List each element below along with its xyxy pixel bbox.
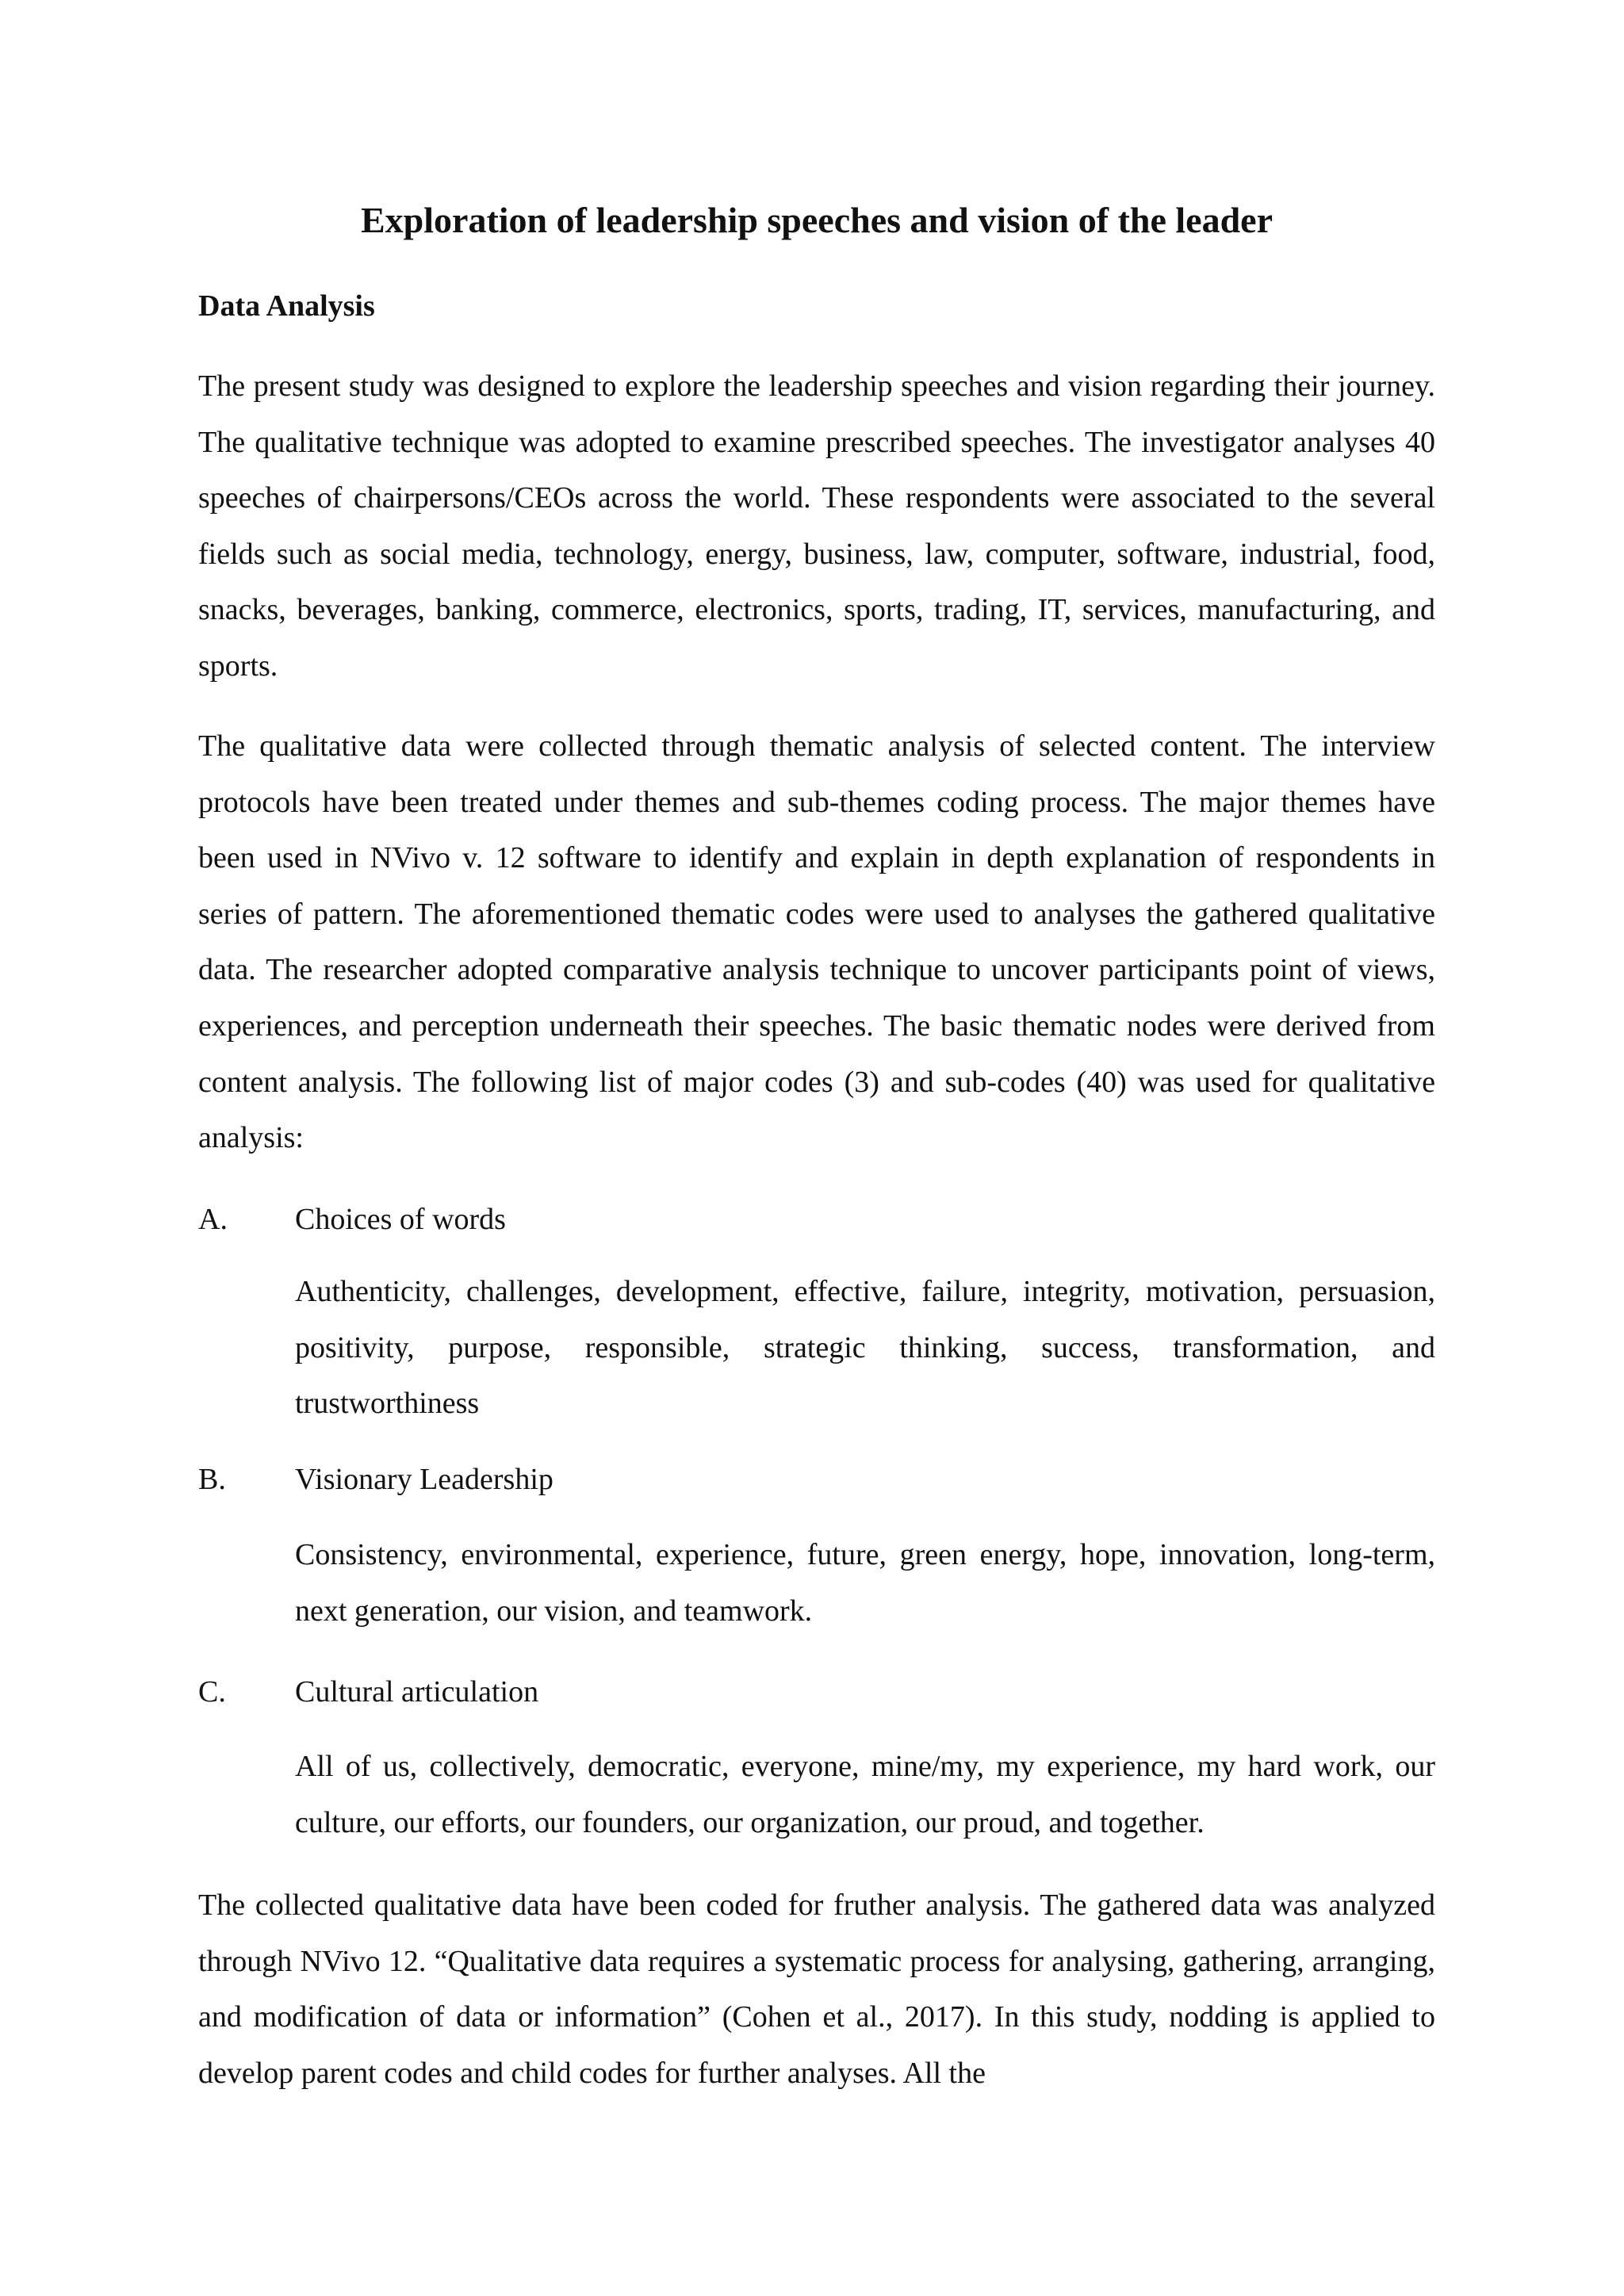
paragraph-3: The collected qualitative data have been coded for fruther analysis. The gathered data was analyzed through NVivo 12. “Qualitative data requires a systematic process for analysing, gathering, arranging, and modification of data or information” (Cohen et al., 2017). In this study, nodding is applied to develop parent codes and child codes for further analyses. All the <box>198 1888 1435 2090</box>
code-description: Consistency, environmental, experience, future, green energy, hope, innovation, long-term, next generation, our vision, and teamwork. <box>295 1538 1435 1628</box>
paragraph-2: The qualitative data were collected through thematic analysis of selected content. The interview protocols have been treated under themes and sub-themes coding process. The major themes have been used in NVivo v. 12 software to identify and explain in depth explanation of respondents in series of pattern. The aforementioned thematic codes were used to analyses the gathered qualitative data. The researcher adopted comparative analysis technique to uncover participants point of views, experiences, and perception underneath their speeches. The basic thematic nodes were derived from content analysis. The following list of major codes (3) and sub-codes (40) was used for qualitative analysis: <box>198 729 1435 1155</box>
code-title: Choices of words <box>295 1203 506 1236</box>
code-letter: C. <box>198 1675 226 1709</box>
code-title: Cultural articulation <box>295 1675 539 1709</box>
document-title: Exploration of leadership speeches and vision of the leader <box>360 200 1274 240</box>
code-letter: B. <box>198 1463 226 1496</box>
code-title: Visionary Leadership <box>295 1463 553 1496</box>
section-heading: Data Analysis <box>198 289 375 323</box>
paragraph-1: The present study was designed to explore the leadership speeches and vision regarding their journey. The qualitative technique was adopted to examine prescribed speeches. The investigator analyses 40 speeches of chairpersons/CEOs across the world. These respondents were associated to the several fields such as social media, technology, energy, business, law, computer, software, industrial, food, snacks, beverages, banking, commerce, electronics, sports, trading, IT, services, manufacturing, and sports. <box>198 369 1435 683</box>
code-description: Authenticity, challenges, development, effective, failure, integrity, motivation, persuasion, positivity, purpose, responsible, strategic thinking, success, transformation, and trustworthiness <box>295 1275 1435 1421</box>
code-letter: A. <box>198 1203 228 1236</box>
code-description: All of us, collectively, democratic, everyone, mine/my, my experience, my hard work, our culture, our efforts, our founders, our organization, our proud, and together. <box>295 1750 1435 1839</box>
